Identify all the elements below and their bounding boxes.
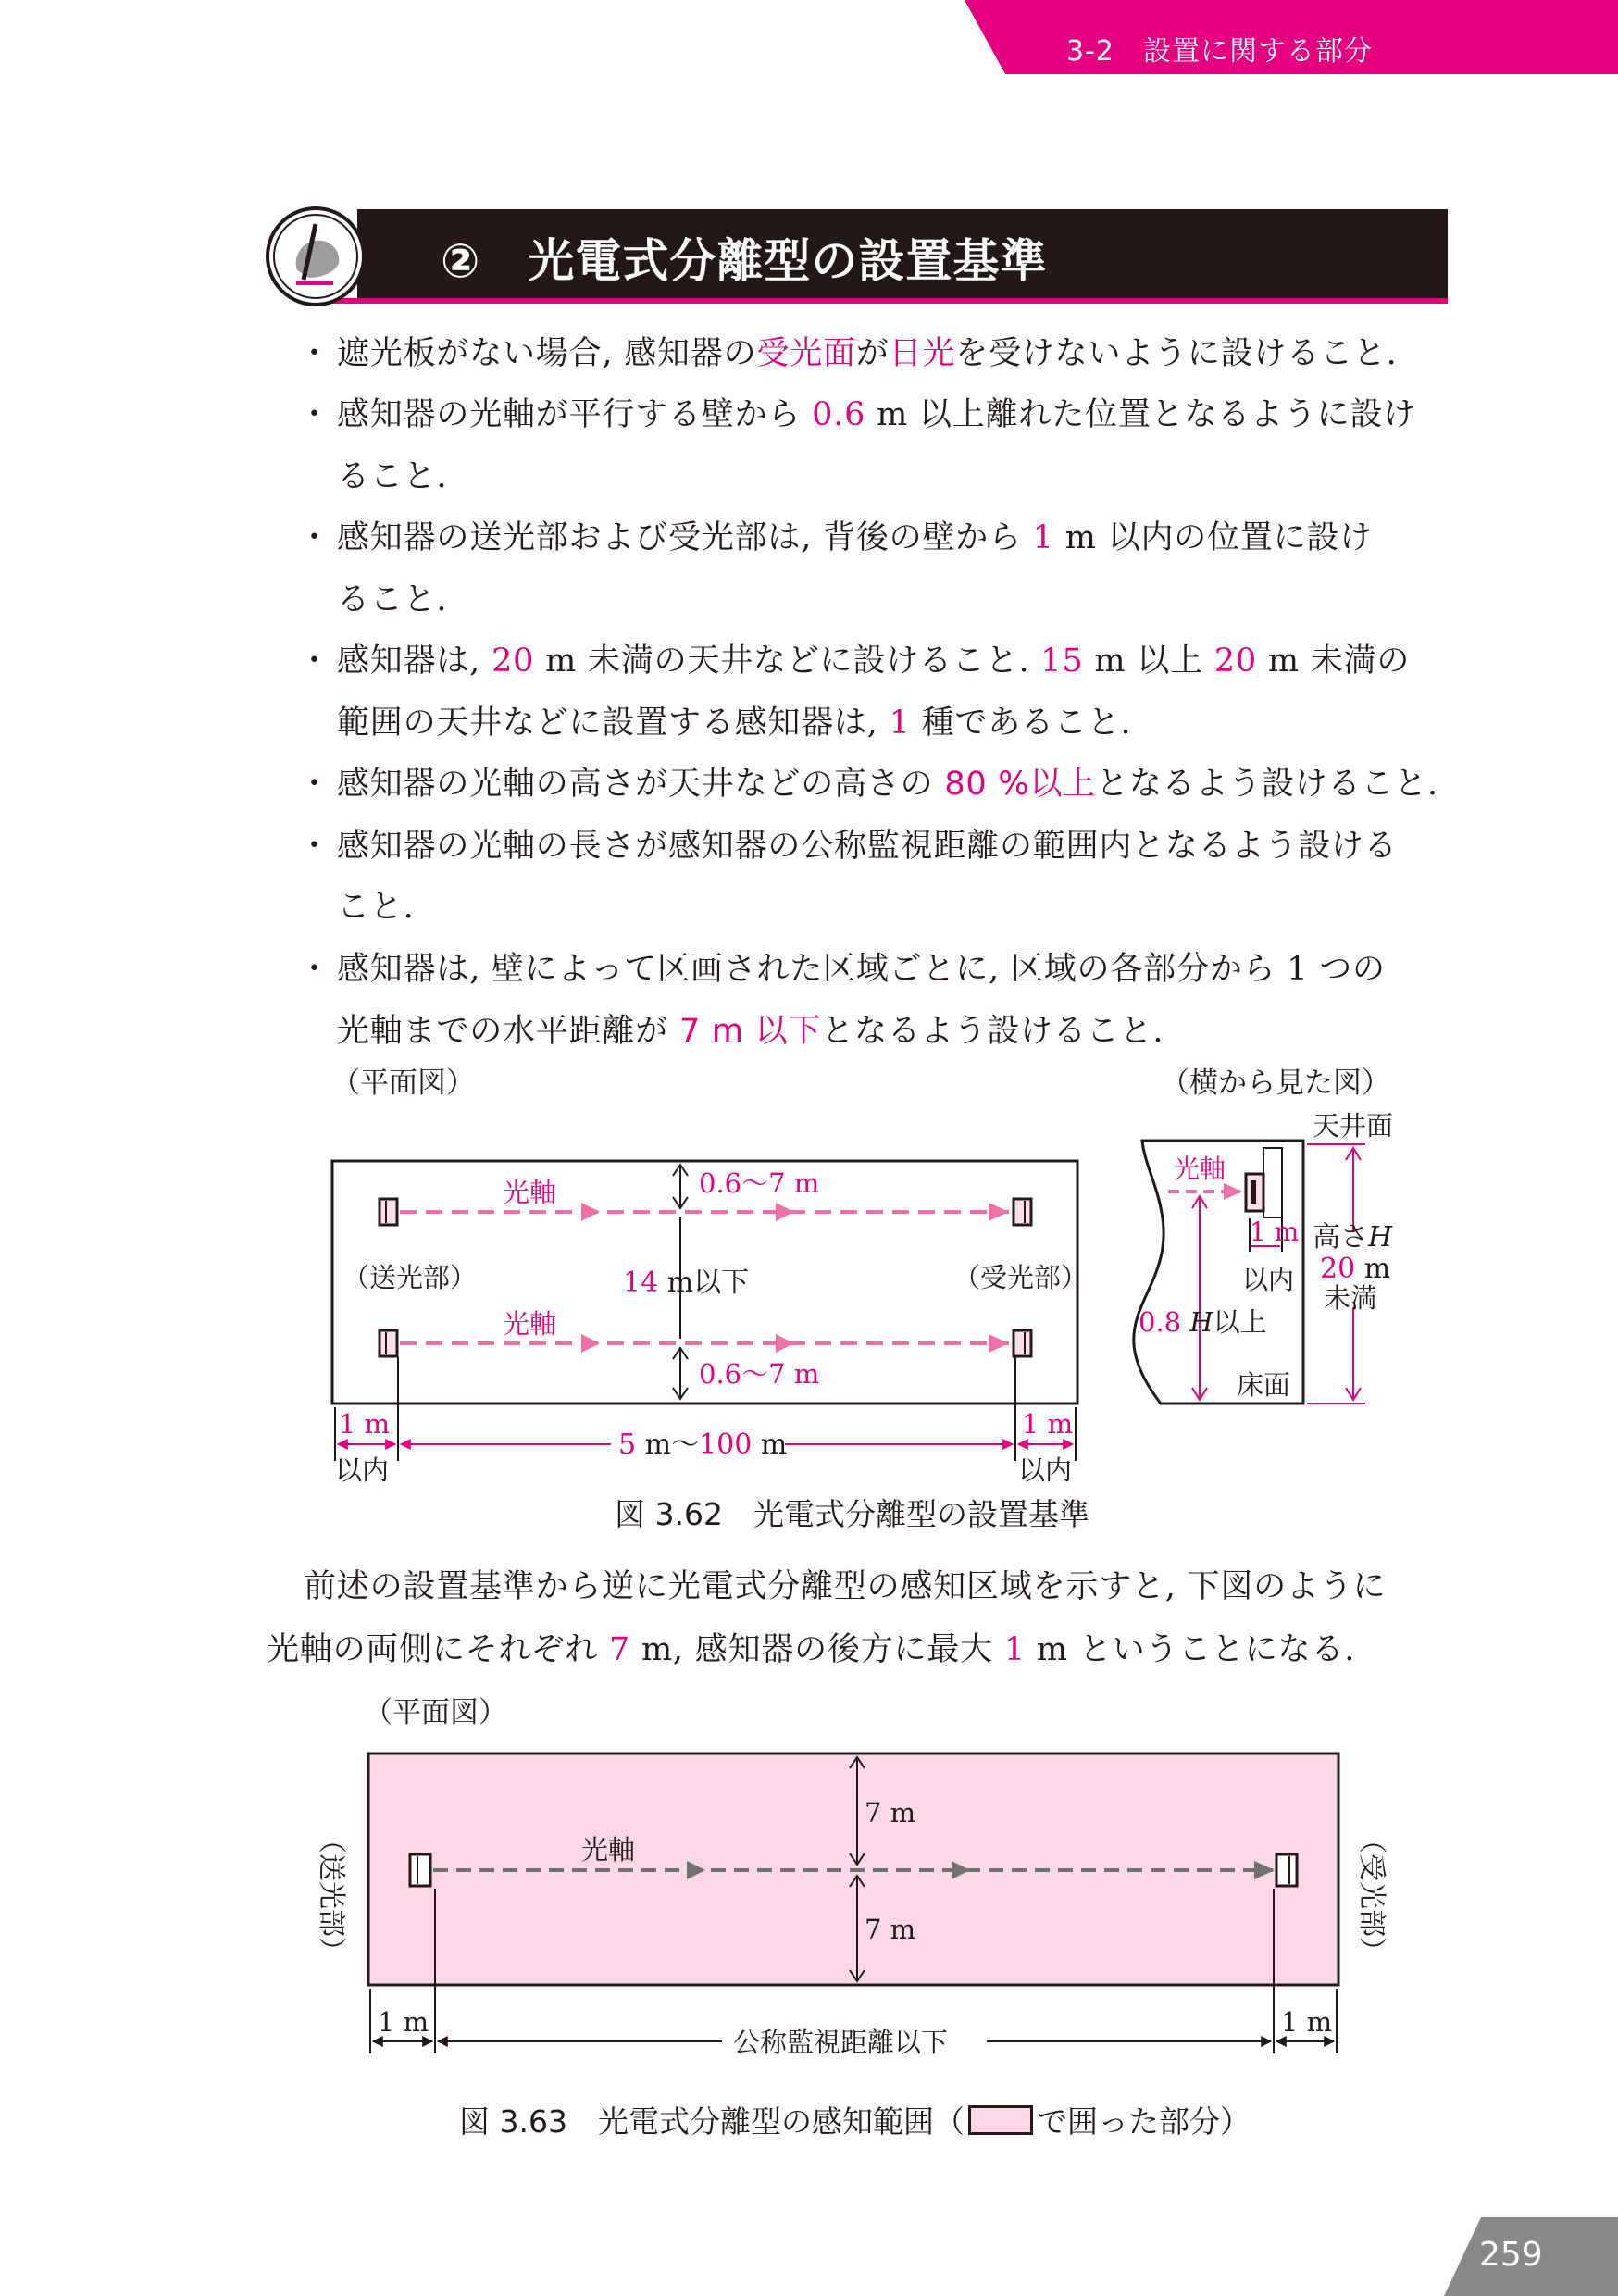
- bullet-text: 感知器の光軸が平行する壁から: [337, 396, 813, 433]
- paragraph-text: 光軸の両側にそれぞれ: [267, 1631, 609, 1668]
- bullet-text: 感知器は, 壁によって区画された区域ごとに, 区域の各部分から 1 つの: [337, 951, 1386, 988]
- bullet-7: ・ 感知器は, 壁によって区画された区域ごとに, 区域の各部分から 1 つの: [298, 951, 1386, 988]
- highlight-number: 20: [1214, 643, 1257, 680]
- bullet-text: 感知器の光軸の長さが感知器の公称監視距離の範囲内となるよう設ける: [337, 828, 1398, 865]
- highlight-number: 7: [608, 1631, 631, 1668]
- axis-label-bottom: 光軸: [503, 1308, 557, 1340]
- height-variable: H: [1368, 1221, 1393, 1254]
- bullet-4: ・ 感知器は, 20 m 未満の天井などに設けること. 15 m 以上 20 m 未満の: [298, 643, 1411, 680]
- bullet-text: m 未満の: [1256, 643, 1411, 680]
- bullet-text: となるよう設けること.: [821, 1013, 1164, 1050]
- highlight-sunlight: 日光: [889, 335, 956, 372]
- top-gap-label: 0.6〜7 m: [699, 1167, 820, 1199]
- highlight-receiving-face: 受光面: [756, 335, 856, 372]
- transmitter-label: （送光部）: [342, 1262, 478, 1293]
- transmitter-icon: [410, 1854, 430, 1886]
- bottom-distance-label: 7 m: [865, 1914, 916, 1945]
- bullet-2-continued: ること.: [337, 458, 448, 495]
- bullet-6-continued: こと.: [337, 889, 415, 926]
- bullet-text: 感知器は,: [337, 643, 492, 680]
- side-back-distance: 1 m: [1250, 1217, 1300, 1247]
- bullet-text: m 以上: [1083, 643, 1214, 680]
- transmitter-vertical-label: [315, 1826, 347, 1965]
- paragraph-line-1: 前述の設置基準から逆に光電式分離型の感知区域を示すと, 下図のように: [304, 1568, 1387, 1605]
- bottom-gap-label: 0.6〜7 m: [699, 1358, 820, 1390]
- bullet-text: m 以内の位置に設け: [1053, 519, 1374, 556]
- height-unit: m: [1355, 1253, 1391, 1285]
- figure-62-caption: 図 3.62 光電式分離型の設置基準: [615, 1496, 1089, 1532]
- heading-text-label: 光電式分離型の設置基準: [528, 234, 1048, 288]
- bullet-text: m 未満の天井などに設けること.: [534, 643, 1041, 680]
- bullet-text: 感知器の光軸の高さが天井などの高さの: [337, 766, 945, 803]
- highlight-number: 1: [1032, 519, 1054, 556]
- min-height-factor: 0.8: [1139, 1306, 1190, 1338]
- receiver-label: （受光部）: [953, 1262, 1089, 1293]
- bullet-text: 感知器の送光部および受光部は, 背後の壁から: [337, 519, 1033, 556]
- right-back-distance-2: 1 m: [1281, 2006, 1333, 2038]
- side-axis-label: 光軸: [1174, 1154, 1226, 1184]
- span-min: 5: [618, 1429, 637, 1461]
- paragraph-text: m, 感知器の後方に最大: [630, 1631, 1004, 1668]
- heading-number: ②: [441, 234, 481, 288]
- left-back-distance: 1 m: [339, 1408, 391, 1440]
- receiver-icon: [1276, 1854, 1297, 1886]
- left-back-distance-2: 1 m: [378, 2006, 429, 2038]
- height-note: 未満: [1324, 1282, 1378, 1314]
- receiver-vertical-label: [1355, 1826, 1388, 1965]
- caption-text: 図 3.63 光電式分離型の感知範囲（: [459, 2103, 965, 2140]
- transmitter-label-2: （送光部）: [315, 1826, 347, 1965]
- receiver-label-2: （受光部）: [1355, 1826, 1388, 1965]
- right-back-note: 以内: [1018, 1454, 1073, 1486]
- span-unit: m: [752, 1429, 788, 1461]
- axis-label-top: 光軸: [503, 1177, 557, 1208]
- header-section-title: 3-2 設置に関する部分: [1066, 35, 1373, 68]
- bullet-text: となるよう設けること.: [1096, 766, 1438, 803]
- middle-unit: m以下: [658, 1267, 750, 1299]
- span-max: 100: [699, 1429, 753, 1461]
- bullet-2: ・ 感知器の光軸が平行する壁から 0.6 m 以上離れた位置となるように設け: [298, 396, 1417, 433]
- paragraph-text: m ということになる.: [1026, 1631, 1356, 1668]
- highlight-number: 20: [492, 643, 535, 680]
- span-sep: m〜: [636, 1429, 700, 1461]
- caption-text: で囲った部分）: [1036, 2103, 1251, 2140]
- highlight-number: 1: [1003, 1631, 1026, 1668]
- highlight-number: 1: [889, 705, 911, 742]
- bullet-text: m 以上離れた位置となるように設け: [865, 396, 1417, 433]
- bullet-text: 光軸までの水平距離が: [337, 1013, 679, 1050]
- highlight-number: 0.6: [812, 396, 866, 433]
- highlight-number: 15: [1040, 643, 1084, 680]
- highlight-percent: 80 %以上: [944, 766, 1097, 803]
- min-height-variable: H: [1189, 1306, 1214, 1338]
- height-word: 高さ: [1313, 1221, 1368, 1254]
- ceiling-label: 天井面: [1313, 1110, 1394, 1142]
- right-back-distance: 1 m: [1022, 1408, 1074, 1440]
- side-back-note: 以内: [1242, 1265, 1295, 1295]
- bullet-1: ・ 遮光板がない場合, 感知器の受光面が日光を受けないように設けること.: [298, 335, 1398, 372]
- axis-label: 光軸: [581, 1834, 636, 1866]
- bullet-text: を受けないように設けること.: [955, 335, 1398, 372]
- side-view-label: （横から見た図）: [1161, 1067, 1390, 1100]
- middle-value: 14: [623, 1267, 659, 1299]
- span-label-2: 公称監視距離以下: [733, 2027, 949, 2058]
- floor-label: 床面: [1237, 1369, 1291, 1401]
- bullet-3: ・ 感知器の送光部および受光部は, 背後の壁から 1 m 以内の位置に設け: [298, 519, 1374, 556]
- bullet-text: が: [855, 335, 890, 372]
- min-height-suffix: 以上: [1213, 1306, 1267, 1338]
- bullet-text: 範囲の天井などに設置する感知器は,: [337, 705, 890, 742]
- bullet-text: 遮光板がない場合, 感知器の: [337, 335, 757, 372]
- bullet-3-continued: ること.: [337, 581, 448, 618]
- plan-view-label-2: （平面図）: [364, 1696, 507, 1729]
- legend-swatch: [968, 2105, 1033, 2135]
- bullet-6: ・ 感知器の光軸の長さが感知器の公称監視距離の範囲内となるよう設ける: [298, 828, 1398, 865]
- figure-63-caption: [459, 2098, 1251, 2141]
- bullet-text: 種であること.: [910, 705, 1132, 742]
- plan-view-label: （平面図）: [331, 1067, 475, 1100]
- top-distance-label: 7 m: [865, 1797, 916, 1828]
- left-back-note: 以内: [335, 1454, 390, 1486]
- bullet-5: ・ 感知器の光軸の高さが天井などの高さの 80 %以上となるよう設けること.: [298, 766, 1438, 803]
- highlight-distance: 7 m 以下: [678, 1013, 822, 1050]
- page-number: 259: [1479, 2236, 1543, 2274]
- height-value: 20: [1320, 1253, 1356, 1285]
